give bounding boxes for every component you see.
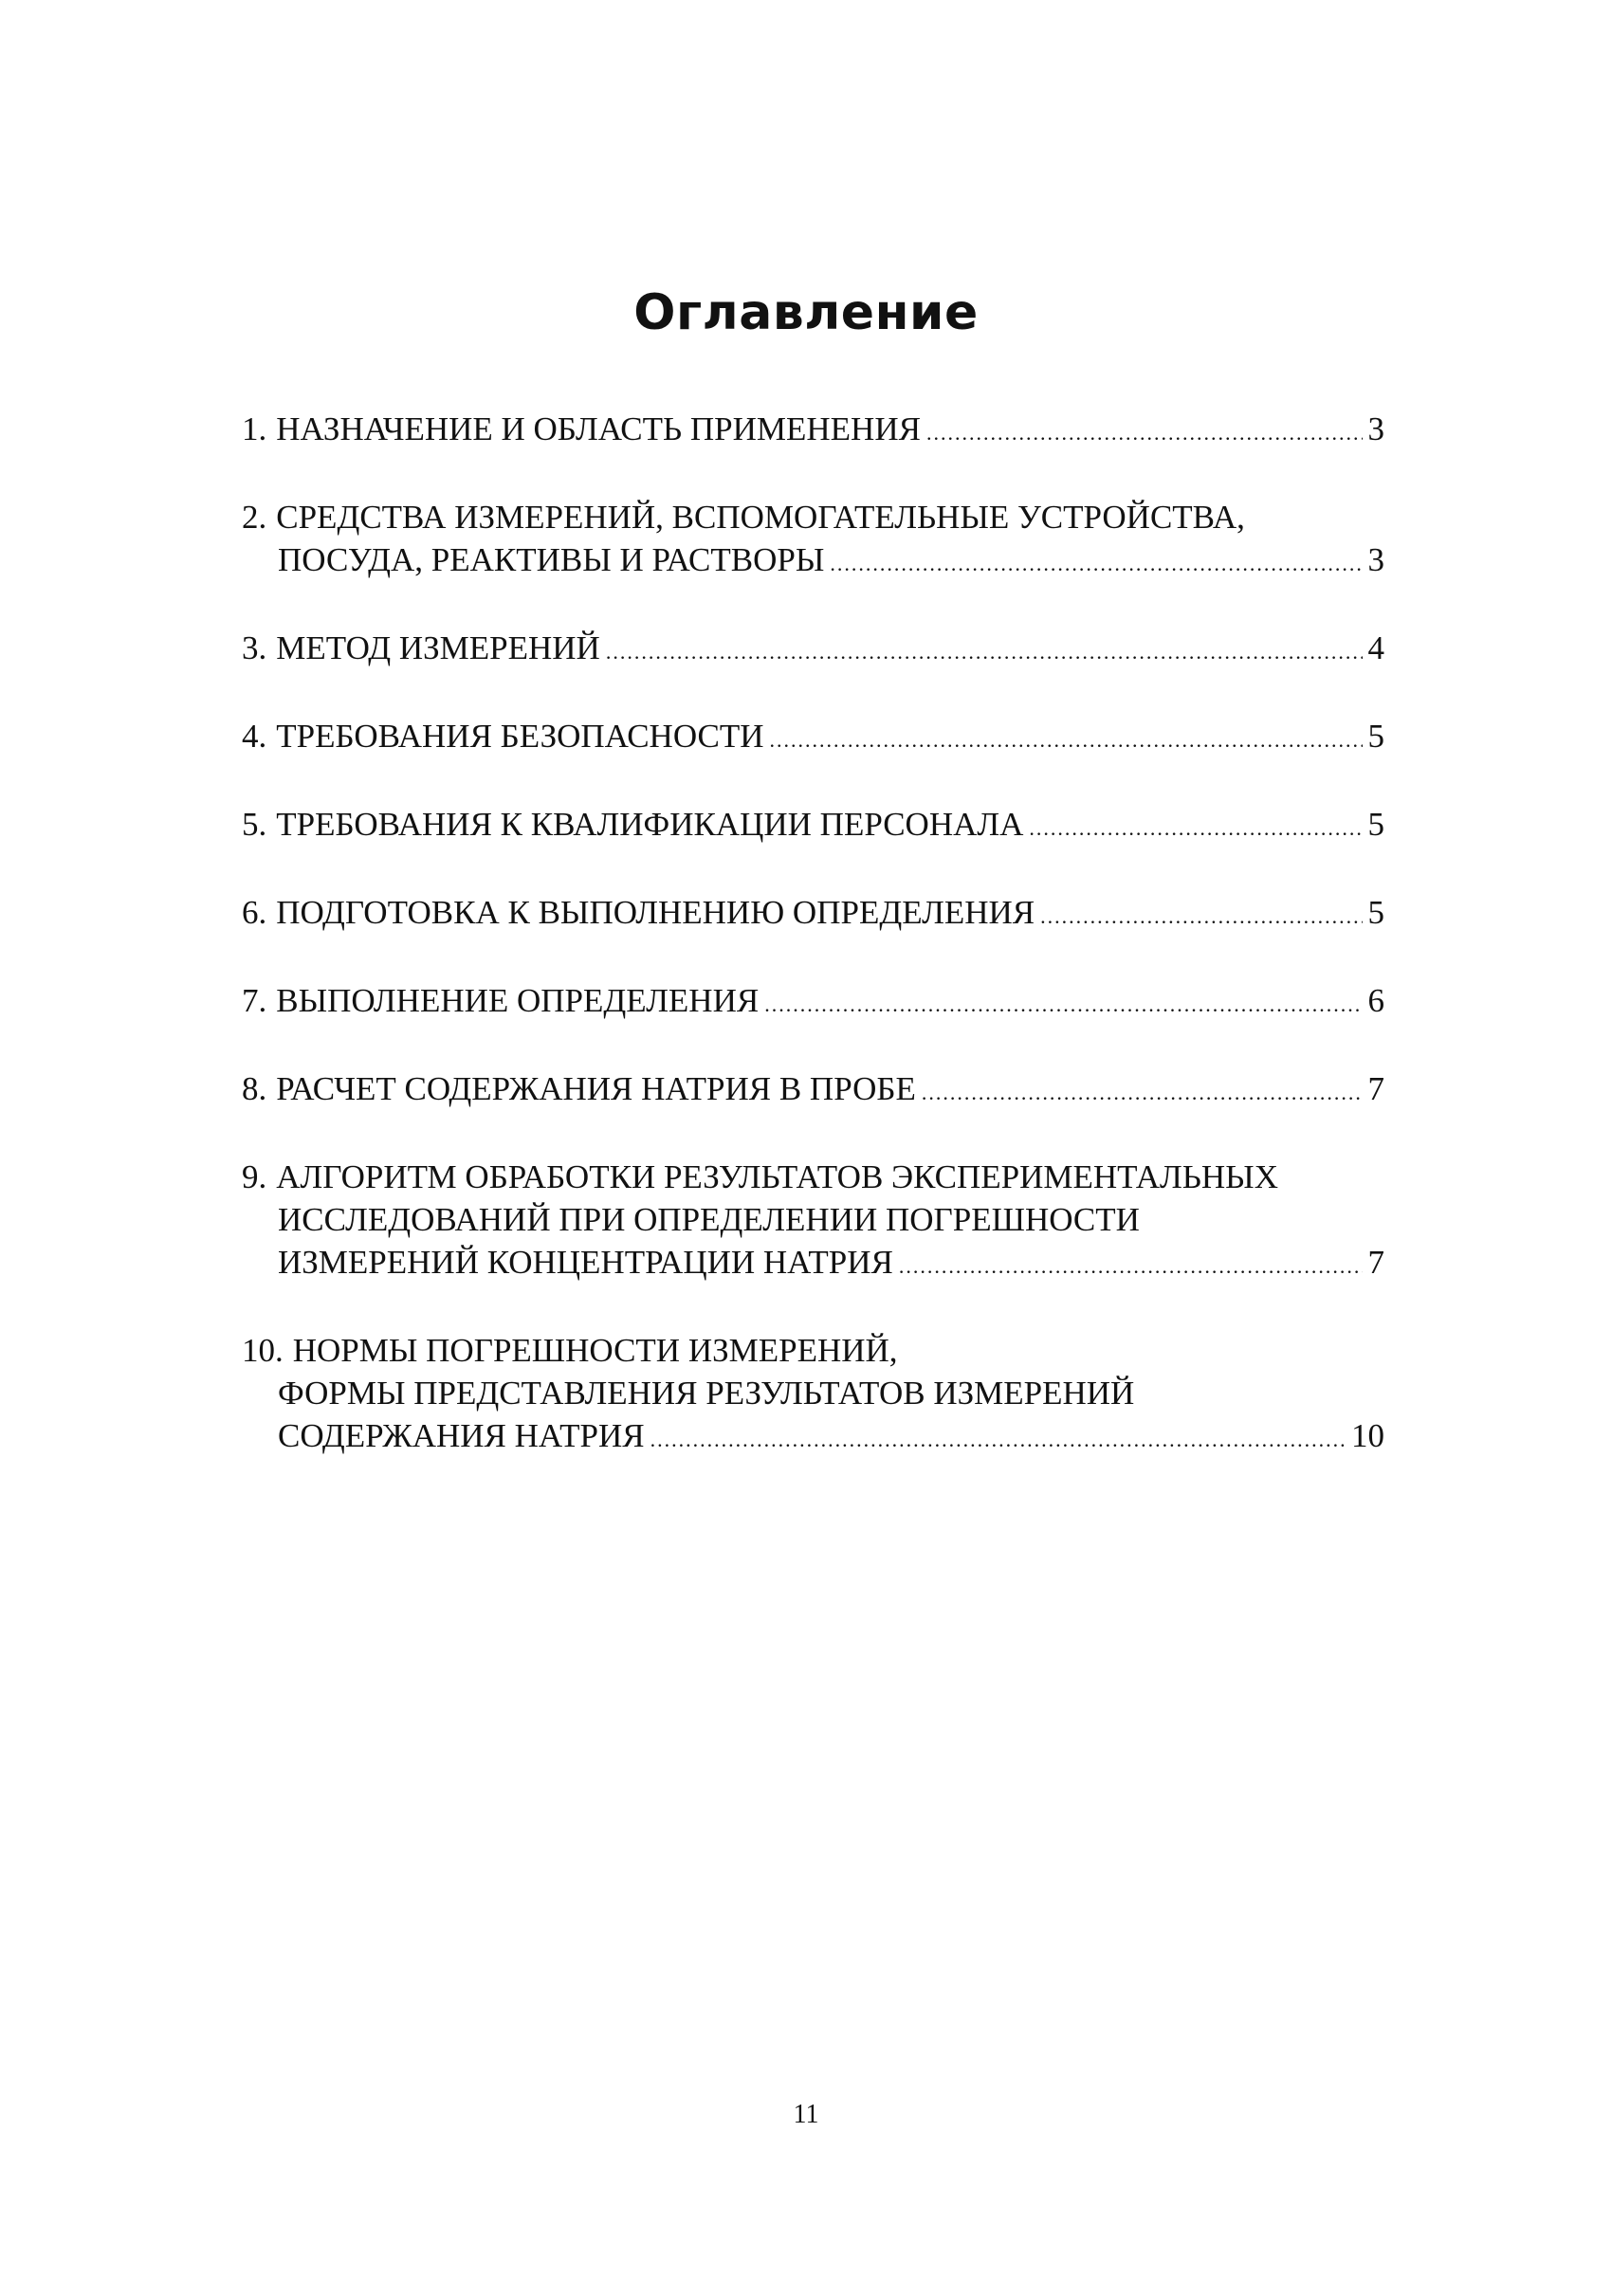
toc-entry-title: НОРМЫ ПОГРЕШНОСТИ ИЗМЕРЕНИЙ, — [292, 1332, 898, 1369]
toc-entry-page: 7 — [1367, 1244, 1384, 1281]
toc-entry-number: 2. — [242, 499, 267, 536]
toc-entry-number: 1. — [242, 410, 267, 447]
toc-entry — [242, 715, 1384, 761]
toc-entry — [242, 408, 1384, 454]
toc-line — [242, 979, 1384, 1026]
toc-title: Оглавление — [633, 284, 979, 341]
toc-entry-number: 8. — [242, 1070, 267, 1107]
toc-line — [242, 1156, 1384, 1198]
toc-entry-title: НАЗНАЧЕНИЕ И ОБЛАСТЬ ПРИМЕНЕНИЯ — [276, 410, 921, 447]
toc-entry-page: 4 — [1367, 629, 1384, 666]
toc-entry-page: 5 — [1367, 894, 1384, 931]
toc-entry-title: ПОДГОТОВКА К ВЫПОЛНЕНИЮ ОПРЕДЕЛЕНИЯ — [276, 894, 1035, 931]
toc-entry — [242, 627, 1384, 673]
toc-entry-title: ТРЕБОВАНИЯ К КВАЛИФИКАЦИИ ПЕРСОНАЛА — [276, 806, 1024, 843]
toc-entry-title: АЛГОРИТМ ОБРАБОТКИ РЕЗУЛЬТАТОВ ЭКСПЕРИМЕНТАЛЬНЫХ — [276, 1158, 1278, 1195]
dot-leader — [770, 715, 1363, 761]
toc-line — [242, 891, 1384, 938]
toc-entry-number: 5. — [242, 806, 267, 843]
toc-entry — [242, 1329, 1384, 1461]
toc-line — [242, 1067, 1384, 1114]
toc-entry-title: ИЗМЕРЕНИЙ КОНЦЕНТРАЦИИ НАТРИЯ — [278, 1244, 893, 1281]
toc-entry-page: 3 — [1367, 410, 1384, 447]
toc-line — [242, 627, 1384, 673]
toc-entry-title: ПОСУДА, РЕАКТИВЫ И РАСТВОРЫ — [278, 541, 825, 578]
toc-entry-title: ВЫПОЛНЕНИЕ ОПРЕДЕЛЕНИЯ — [276, 982, 760, 1019]
toc-entry-title: МЕТОД ИЗМЕРЕНИЙ — [276, 629, 600, 666]
toc-line — [242, 1198, 1384, 1241]
dot-leader — [1040, 891, 1362, 938]
toc-entry-title: СРЕДСТВА ИЗМЕРЕНИЙ, ВСПОМОГАТЕЛЬНЫЕ УСТРОЙСТВА, — [276, 499, 1245, 536]
toc-entry — [242, 1067, 1384, 1114]
page-number: 11 — [793, 2100, 819, 2129]
dot-leader — [899, 1241, 1363, 1287]
dot-leader — [764, 979, 1362, 1026]
toc-entry-title: ИССЛЕДОВАНИЙ ПРИ ОПРЕДЕЛЕНИИ ПОГРЕШНОСТИ — [278, 1201, 1140, 1238]
toc-line — [242, 1241, 1384, 1287]
toc-line — [242, 1414, 1384, 1461]
toc-entry-title: СОДЕРЖАНИЯ НАТРИЯ — [278, 1417, 645, 1454]
toc-entry-title: ТРЕБОВАНИЯ БЕЗОПАСНОСТИ — [276, 718, 764, 755]
dot-leader — [1029, 803, 1362, 849]
dot-leader — [830, 538, 1362, 585]
toc-line — [242, 1329, 1384, 1372]
dot-leader — [922, 1067, 1363, 1114]
toc-entry-number: 6. — [242, 894, 267, 931]
toc-entry-title: РАСЧЕТ СОДЕРЖАНИЯ НАТРИЯ В ПРОБЕ — [276, 1070, 916, 1107]
toc-entry-page: 3 — [1367, 541, 1384, 578]
toc-entry — [242, 979, 1384, 1026]
toc-line — [242, 408, 1384, 454]
dot-leader — [650, 1414, 1346, 1461]
toc-entry-number: 4. — [242, 718, 267, 755]
toc-line — [242, 1372, 1384, 1414]
toc-entry — [242, 803, 1384, 849]
toc-entry-number: 9. — [242, 1158, 267, 1195]
toc-line — [242, 803, 1384, 849]
table-of-contents — [242, 408, 1384, 1503]
dot-leader — [606, 627, 1363, 673]
toc-entry-title: ФОРМЫ ПРЕДСТАВЛЕНИЯ РЕЗУЛЬТАТОВ ИЗМЕРЕНИЙ — [278, 1375, 1135, 1412]
toc-line — [242, 496, 1384, 538]
toc-entry-page: 7 — [1367, 1070, 1384, 1107]
toc-entry-page: 5 — [1367, 806, 1384, 843]
toc-entry — [242, 496, 1384, 585]
toc-entry-page: 6 — [1367, 982, 1384, 1019]
toc-entry — [242, 1156, 1384, 1287]
toc-entry — [242, 891, 1384, 938]
toc-entry-page: 5 — [1367, 718, 1384, 755]
toc-line — [242, 715, 1384, 761]
toc-line — [242, 538, 1384, 585]
toc-entry-page: 10 — [1351, 1417, 1384, 1454]
dot-leader — [926, 408, 1363, 454]
toc-entry-number: 3. — [242, 629, 267, 666]
toc-entry-number: 7. — [242, 982, 267, 1019]
toc-entry-number: 10. — [242, 1332, 284, 1369]
